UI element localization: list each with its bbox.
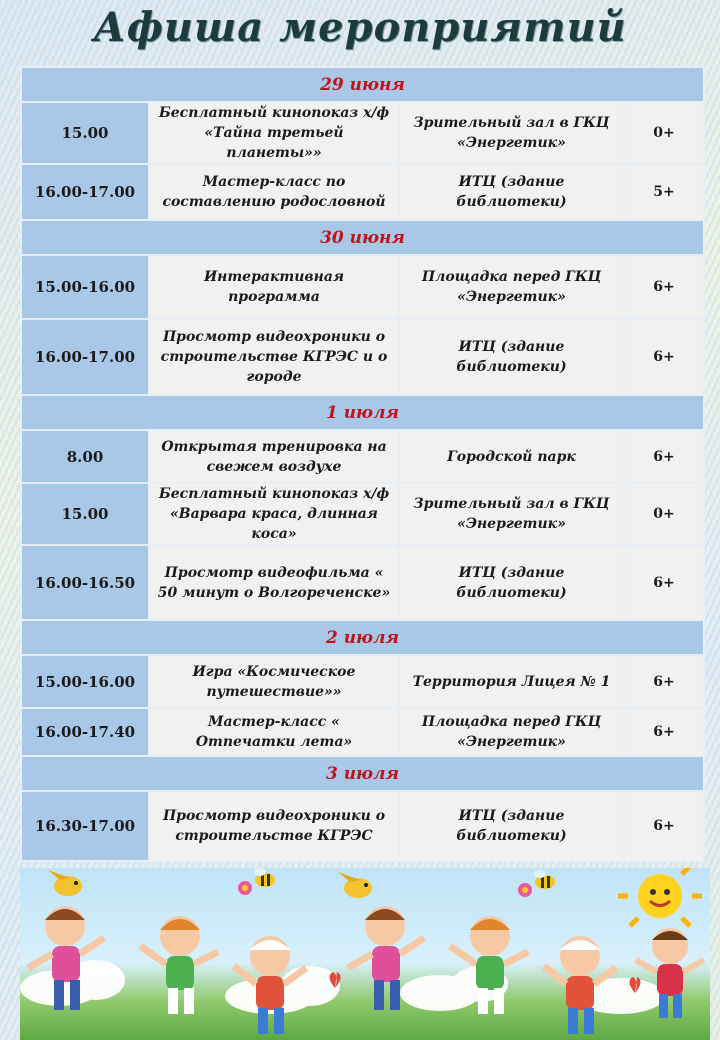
date-row xyxy=(21,620,704,655)
bird-icon xyxy=(338,872,372,898)
event-title: Просмотр видеофильма « 50 минут о Волгореченске» xyxy=(149,545,399,620)
event-place: Площадка перед ГКЦ «Энергетик» xyxy=(399,255,624,319)
event-row xyxy=(21,430,704,483)
event-title: Интерактивная программа xyxy=(149,255,399,319)
event-time: 8.00 xyxy=(21,430,149,483)
event-title: Мастер-класс « Отпечатки лета» xyxy=(149,708,399,756)
event-time: 15.00 xyxy=(21,483,149,545)
event-age-rating: 6+ xyxy=(624,430,704,483)
event-place: ИТЦ (здание библиотеки) xyxy=(399,791,624,861)
event-place: Зрительный зал в ГКЦ «Энергетик» xyxy=(399,483,624,545)
event-title: Мастер-класс по составлению родословной xyxy=(149,164,399,220)
date-row xyxy=(21,220,704,255)
date-header: 30 июня xyxy=(21,220,704,255)
event-title: Открытая тренировка на свежем воздухе xyxy=(149,430,399,483)
event-age-rating: 6+ xyxy=(624,319,704,395)
bird-icon xyxy=(48,870,82,896)
event-row xyxy=(21,164,704,220)
event-row xyxy=(21,545,704,620)
event-time: 16.00-17.00 xyxy=(21,319,149,395)
event-age-rating: 6+ xyxy=(624,791,704,861)
event-title: Просмотр видеохроники о строительстве КГРЭС и о городе xyxy=(149,319,399,395)
date-header: 2 июля xyxy=(21,620,704,655)
bee-icon xyxy=(254,868,275,887)
date-row xyxy=(21,67,704,102)
event-title: Бесплатный кинопоказ х/ф «Варвара краса, длинная коса» xyxy=(149,483,399,545)
event-age-rating: 0+ xyxy=(624,483,704,545)
event-time: 15.00 xyxy=(21,102,149,164)
event-place: Площадка перед ГКЦ «Энергетик» xyxy=(399,708,624,756)
event-row xyxy=(21,791,704,861)
date-row xyxy=(21,756,704,791)
sun-icon xyxy=(618,868,702,926)
flower-icon xyxy=(238,881,252,895)
event-row xyxy=(21,255,704,319)
event-age-rating: 5+ xyxy=(624,164,704,220)
page-title: Афиша мероприятий xyxy=(93,4,627,51)
event-age-rating: 6+ xyxy=(624,708,704,756)
event-place: Территория Лицея № 1 xyxy=(399,655,624,708)
date-header: 3 июля xyxy=(21,756,704,791)
event-title: Просмотр видеохроники о строительстве КГРЭС xyxy=(149,791,399,861)
kids-illustration xyxy=(20,868,710,1040)
event-title: Игра «Космическое путешествие»» xyxy=(149,655,399,708)
child-icon xyxy=(140,916,218,1014)
event-time: 15.00-16.00 xyxy=(21,255,149,319)
event-place: ИТЦ (здание библиотеки) xyxy=(399,319,624,395)
event-time: 16.00-16.50 xyxy=(21,545,149,620)
event-row xyxy=(21,319,704,395)
event-time: 16.00-17.00 xyxy=(21,164,149,220)
event-time: 16.30-17.00 xyxy=(21,791,149,861)
event-place: Зрительный зал в ГКЦ «Энергетик» xyxy=(399,102,624,164)
event-place: ИТЦ (здание библиотеки) xyxy=(399,545,624,620)
event-row xyxy=(21,102,704,164)
event-age-rating: 6+ xyxy=(624,545,704,620)
event-age-rating: 6+ xyxy=(624,255,704,319)
bee-icon xyxy=(534,870,555,889)
flower-icon xyxy=(518,883,532,897)
date-header: 1 июля xyxy=(21,395,704,430)
event-time: 16.00-17.40 xyxy=(21,708,149,756)
event-age-rating: 6+ xyxy=(624,655,704,708)
event-time: 15.00-16.00 xyxy=(21,655,149,708)
event-row xyxy=(21,655,704,708)
event-row xyxy=(21,483,704,545)
event-title: Бесплатный кинопоказ х/ф «Тайна третьей планеты»» xyxy=(149,102,399,164)
event-place: ИТЦ (здание библиотеки) xyxy=(399,164,624,220)
event-row xyxy=(21,708,704,756)
event-age-rating: 0+ xyxy=(624,102,704,164)
date-header: 29 июня xyxy=(21,67,704,102)
events-schedule-table xyxy=(20,66,705,862)
event-place: Городской парк xyxy=(399,430,624,483)
date-row xyxy=(21,395,704,430)
